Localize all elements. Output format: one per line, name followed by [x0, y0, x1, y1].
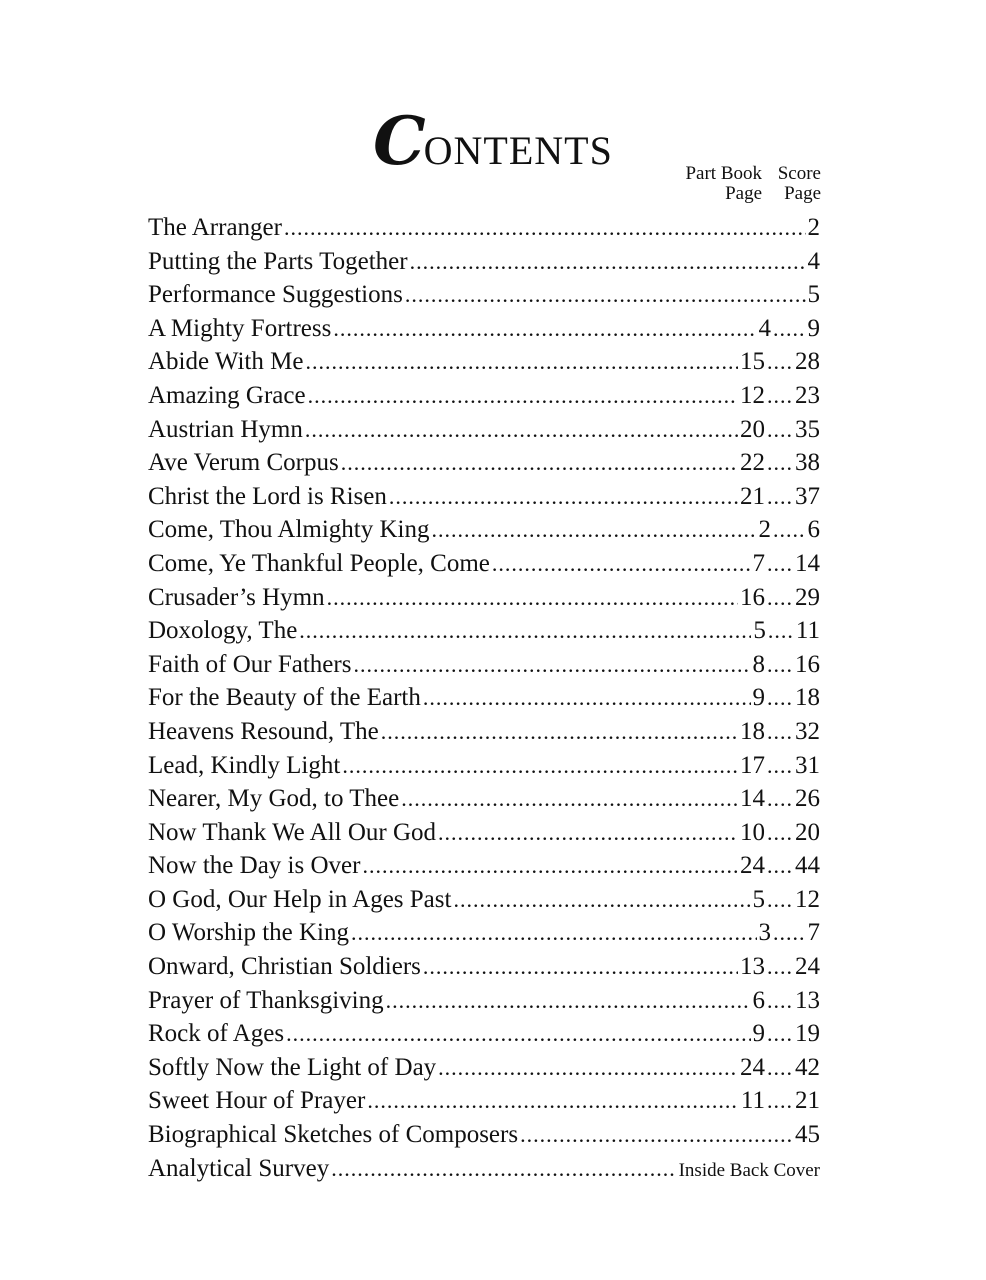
entry-title: Nearer, My God, to Thee: [148, 785, 400, 813]
score-page-number: 16: [795, 650, 820, 678]
toc-entry: [148, 379, 820, 413]
toc-entry: [148, 749, 820, 783]
toc-entry: [148, 1118, 820, 1152]
score-page-number: 19: [795, 1020, 820, 1048]
title-rest: ONTENTS: [423, 128, 613, 173]
dot-leader: [453, 883, 750, 917]
score-page-number: 7: [807, 919, 820, 947]
entry-title: Crusader’s Hymn: [148, 583, 325, 611]
entry-title: Austrian Hymn: [148, 415, 303, 443]
score-page-number: 35: [795, 415, 820, 443]
part-book-page-number: 16: [740, 583, 765, 611]
toc-entry: [148, 1084, 820, 1118]
dot-leader: [405, 278, 806, 312]
entry-title: Performance Suggestions: [148, 281, 403, 309]
toc-entry: [148, 345, 820, 379]
dot-separator: .....: [773, 517, 806, 543]
dot-separator: ....: [767, 1054, 793, 1080]
column-header-score-page: [778, 164, 821, 204]
entry-title: Come, Thou Almighty King: [148, 516, 430, 544]
score-page-number: 4: [807, 247, 820, 275]
dot-leader: [305, 345, 738, 379]
dot-leader: [308, 379, 738, 413]
entry-title: Sweet Hour of Prayer: [148, 1087, 366, 1115]
score-page-number: 28: [795, 348, 820, 376]
dot-separator: ....: [767, 819, 793, 845]
dot-separator: .....: [773, 315, 806, 341]
part-book-page-number: 3: [758, 919, 771, 947]
score-page-number: 44: [795, 852, 820, 880]
toc-entry: [148, 681, 820, 715]
entry-title: For the Beauty of the Earth: [148, 684, 421, 712]
dot-leader: [305, 413, 738, 447]
toc-entry: [148, 715, 820, 749]
dot-leader: [438, 816, 738, 850]
toc-entry: [148, 413, 820, 447]
dot-separator: ....: [767, 1088, 793, 1114]
score-page-number: 2: [807, 214, 820, 241]
dot-separator: ....: [767, 349, 793, 375]
dot-leader: [381, 715, 738, 749]
part-book-page-number: 17: [740, 751, 765, 779]
toc-entry: [148, 883, 820, 917]
toc-entry: [148, 312, 820, 346]
toc-entry: [148, 816, 820, 850]
entry-title: Putting the Parts Together: [148, 247, 408, 275]
entry-title: Now Thank We All Our God: [148, 818, 437, 846]
toc-entry: [148, 849, 820, 883]
entry-title: Faith of Our Fathers: [148, 650, 352, 678]
dot-separator: ....: [767, 450, 793, 476]
part-book-page-number: 4: [758, 314, 771, 342]
score-page-number: 31: [795, 751, 820, 779]
score-page-number: 42: [795, 1053, 820, 1081]
dot-leader: [362, 849, 738, 883]
table-of-contents: [148, 211, 820, 1185]
part-book-page-number: 24: [740, 1053, 765, 1081]
dot-leader: [353, 648, 750, 682]
entry-title: Softly Now the Light of Day: [148, 1053, 437, 1081]
score-page-number: Inside Back Cover: [678, 1159, 820, 1181]
column-header-part-book-page: [685, 164, 762, 204]
title-initial: C: [373, 102, 424, 180]
score-page-number: 32: [795, 717, 820, 745]
dot-leader: [327, 581, 738, 615]
dot-leader: [520, 1118, 793, 1152]
dot-leader: [299, 614, 751, 648]
part-book-page-number: 5: [753, 617, 766, 645]
score-page-number: 24: [795, 953, 820, 981]
dot-separator: ....: [767, 483, 793, 509]
toc-entry: [148, 916, 820, 950]
column-header-score-line1: Score: [777, 163, 821, 184]
entry-title: Biographical Sketches of Composers: [148, 1121, 519, 1149]
toc-entry: [148, 513, 820, 547]
toc-entry: [148, 547, 820, 581]
part-book-page-number: 11: [740, 1087, 765, 1115]
toc-entry: [148, 581, 820, 615]
dot-separator: ....: [767, 1021, 793, 1047]
part-book-page-number: 8: [752, 650, 765, 678]
dot-leader: [386, 984, 751, 1018]
dot-leader: [438, 1051, 738, 1085]
part-book-page-number: 14: [740, 785, 765, 813]
dot-separator: ....: [767, 584, 793, 610]
toc-entry: [148, 614, 820, 648]
dot-separator: ....: [767, 786, 793, 812]
entry-title: Now the Day is Over: [148, 852, 361, 880]
dot-leader: [410, 245, 806, 279]
dot-leader: [423, 681, 751, 715]
part-book-page-number: 2: [758, 516, 771, 544]
score-page-number: 21: [795, 1087, 820, 1115]
toc-entry: [148, 1017, 820, 1051]
dot-leader: [331, 1152, 676, 1186]
score-page-number: 6: [807, 516, 820, 544]
dot-separator: ....: [767, 987, 793, 1013]
column-header-part-line2: Page: [725, 183, 762, 204]
dot-separator: ....: [767, 651, 793, 677]
part-book-page-number: 13: [740, 953, 765, 981]
entry-title: Abide With Me: [148, 348, 304, 376]
part-book-page-number: 6: [752, 986, 765, 1014]
entry-title: Doxology, The: [148, 617, 298, 645]
part-book-page-number: 7: [752, 549, 765, 577]
column-header-score-line2: Page: [784, 183, 821, 204]
score-page-number: 12: [795, 885, 820, 913]
part-book-page-number: 12: [740, 381, 765, 409]
part-book-page-number: 5: [752, 885, 765, 913]
dot-separator: ....: [767, 752, 793, 778]
dot-leader: [284, 211, 806, 245]
score-page-number: 14: [795, 549, 820, 577]
entry-title: Christ the Lord is Risen: [148, 482, 387, 510]
dot-separator: ....: [767, 853, 793, 879]
dot-separator: .....: [773, 920, 806, 946]
dot-leader: [286, 1017, 750, 1051]
part-book-page-number: 9: [752, 684, 765, 712]
score-page-number: 11: [795, 617, 820, 645]
entry-title: Onward, Christian Soldiers: [148, 953, 421, 981]
score-page-number: 23: [795, 381, 820, 409]
toc-entry: [148, 1152, 820, 1186]
dot-leader: [367, 1084, 739, 1118]
entry-title: Come, Ye Thankful People, Come: [148, 549, 490, 577]
dot-separator: ....: [767, 685, 793, 711]
entry-title: O Worship the King: [148, 919, 349, 947]
entry-title: Amazing Grace: [148, 381, 306, 409]
entry-title: Lead, Kindly Light: [148, 751, 341, 779]
part-book-page-number: 24: [740, 852, 765, 880]
part-book-page-number: 21: [740, 482, 765, 510]
score-page-number: 38: [795, 449, 820, 477]
dot-leader: [351, 916, 757, 950]
page-title: [0, 102, 986, 180]
dot-separator: ....: [767, 416, 793, 442]
toc-entry: [148, 1051, 820, 1085]
part-book-page-number: 10: [740, 818, 765, 846]
part-book-page-number: 22: [740, 449, 765, 477]
score-page-number: 13: [795, 986, 820, 1014]
dot-leader: [492, 547, 751, 581]
toc-entry: [148, 782, 820, 816]
part-book-page-number: 18: [740, 717, 765, 745]
toc-entry: [148, 950, 820, 984]
toc-entry: [148, 245, 820, 279]
toc-entry: [148, 984, 820, 1018]
toc-entry: [148, 480, 820, 514]
dot-leader: [423, 950, 738, 984]
entry-title: Heavens Resound, The: [148, 717, 379, 745]
dot-separator: ....: [767, 382, 793, 408]
part-book-page-number: 15: [740, 348, 765, 376]
entry-title: The Arranger: [148, 214, 282, 241]
score-page-number: 29: [795, 583, 820, 611]
toc-entry: [148, 446, 820, 480]
toc-entry: [148, 648, 820, 682]
score-page-number: 37: [795, 482, 820, 510]
dot-leader: [342, 749, 738, 783]
toc-entry: [148, 211, 820, 245]
entry-title: Rock of Ages: [148, 1020, 285, 1048]
dot-separator: ....: [767, 618, 794, 644]
entry-title: Ave Verum Corpus: [148, 449, 339, 477]
entry-title: O God, Our Help in Ages Past: [148, 885, 452, 913]
score-page-number: 45: [795, 1121, 820, 1149]
toc-entry: [148, 278, 820, 312]
dot-separator: ....: [767, 886, 793, 912]
score-page-number: 5: [807, 281, 820, 309]
dot-separator: ....: [767, 718, 793, 744]
entry-title: A Mighty Fortress: [148, 314, 332, 342]
score-page-number: 9: [807, 314, 820, 342]
entry-title: Prayer of Thanksgiving: [148, 986, 384, 1014]
part-book-page-number: 9: [752, 1020, 765, 1048]
dot-separator: ....: [767, 550, 793, 576]
score-page-number: 18: [795, 684, 820, 712]
dot-leader: [389, 480, 738, 514]
dot-leader: [432, 513, 757, 547]
dot-leader: [333, 312, 756, 346]
dot-leader: [341, 446, 738, 480]
column-header-part-line1: Part Book: [685, 163, 762, 184]
dot-separator: ....: [767, 954, 793, 980]
score-page-number: 20: [795, 818, 820, 846]
part-book-page-number: 20: [740, 415, 765, 443]
entry-title: Analytical Survey: [148, 1154, 330, 1182]
dot-leader: [401, 782, 738, 816]
score-page-number: 26: [795, 785, 820, 813]
